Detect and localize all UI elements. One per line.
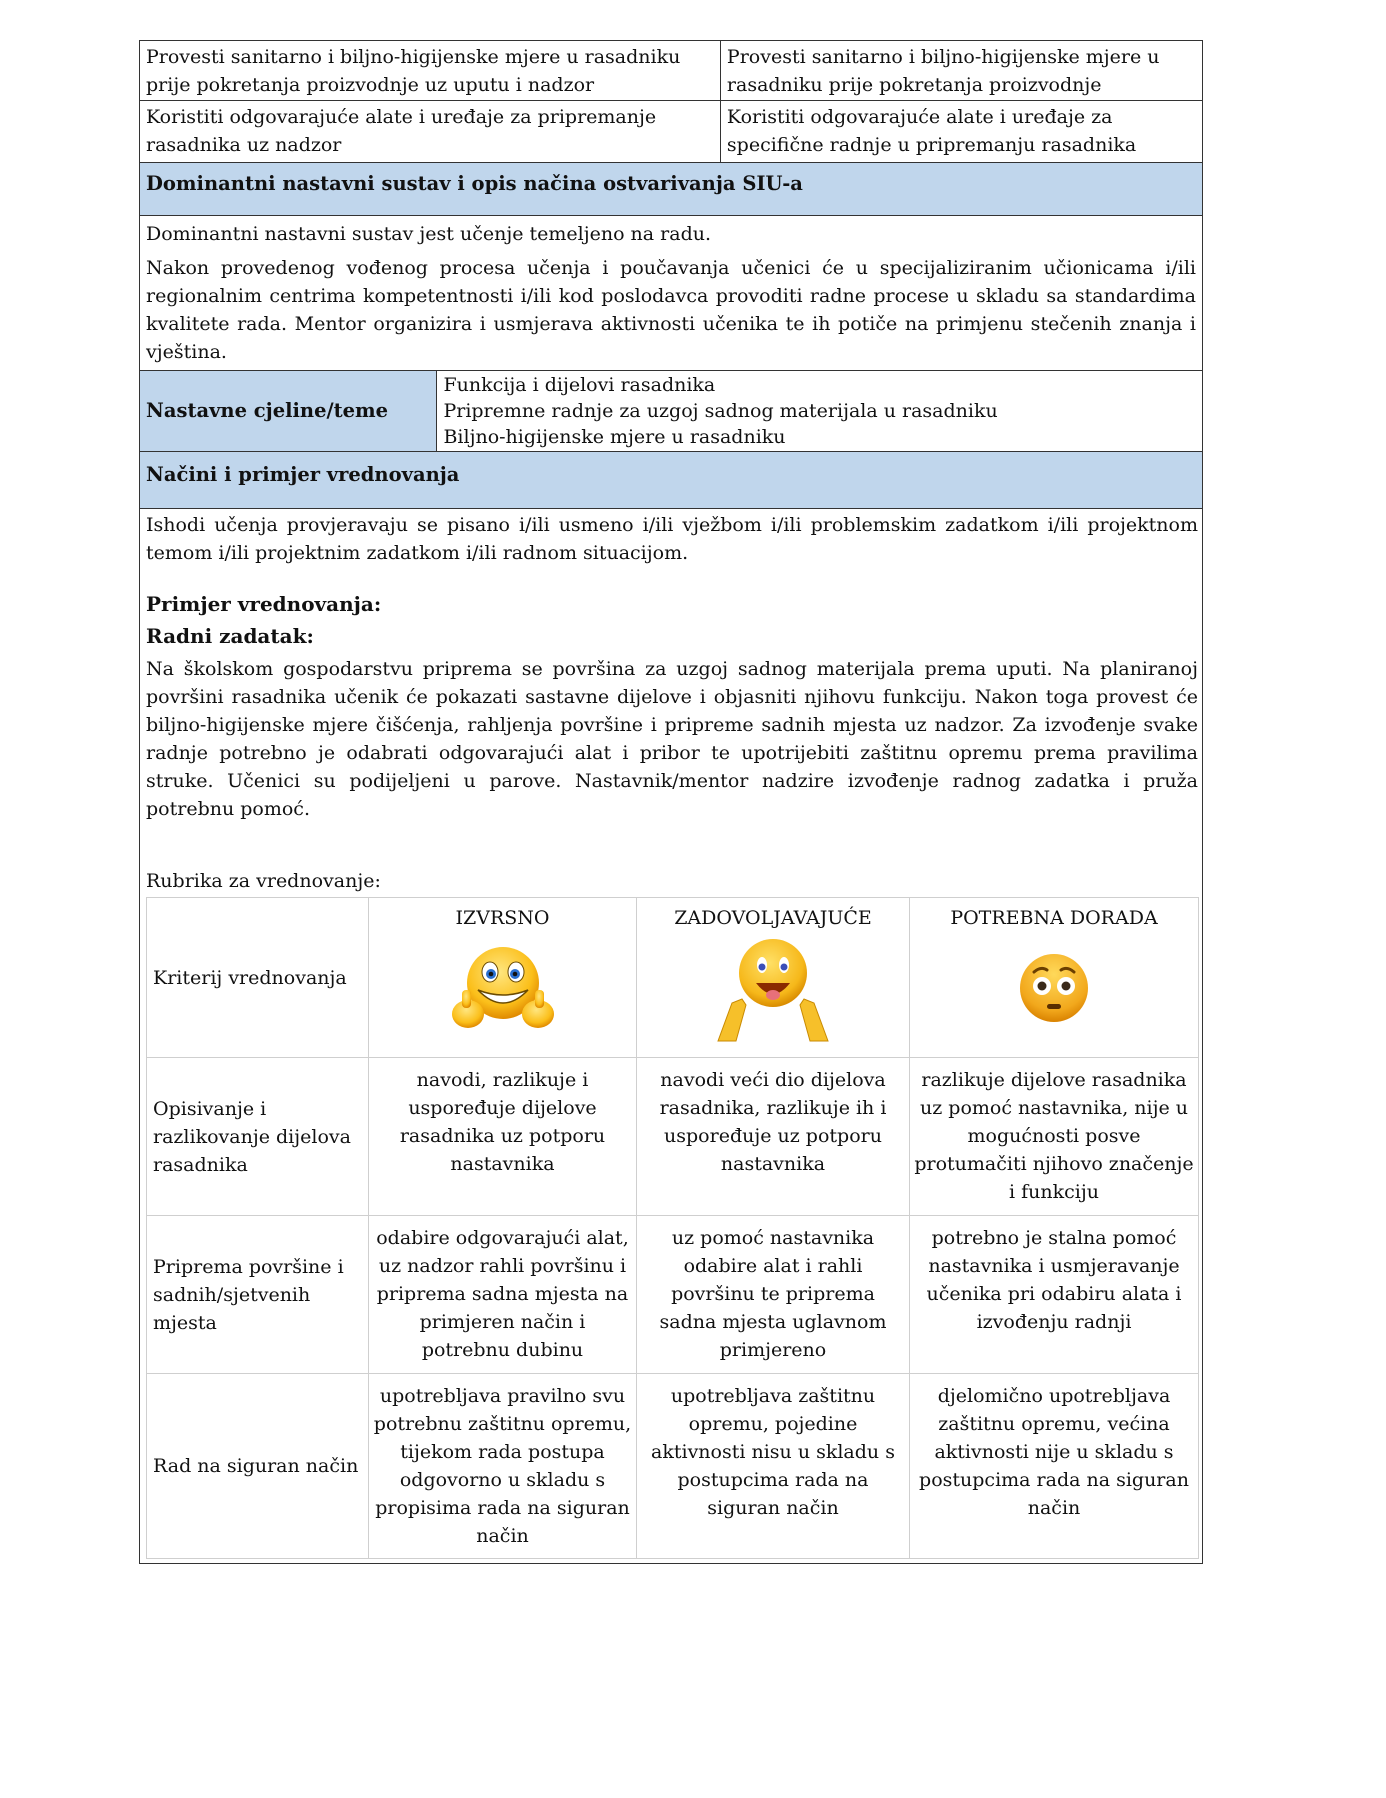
level-label: POTREBNA DORADA (950, 907, 1158, 929)
rubric-cell-satisfactory: upotrebljava zaštitnu opremu, pojedine aktivnosti nisu u skladu s postupcima rada na siguran način (637, 1374, 910, 1559)
flushed-face-emoji-icon (914, 932, 1194, 1044)
section-header-row (140, 452, 1202, 509)
outcome-right: Provesti sanitarno i biljno-higijenske mjere u rasadniku prije pokretanja proizvodnje (720, 41, 1202, 100)
rubric-cell-satisfactory: navodi veći dio dijelova rasadnika, razlikuje ih i uspoređuje uz potporu nastavnika (637, 1058, 910, 1216)
task-text: Na školskom gospodarstvu priprema se površina za uzgoj sadnog materijala prema uputi. Na planiranoj površini rasadnika učenik će pokazati sastavne dijelove i objasniti njihovu funkciju. Nakon toga provest će biljno-higijenske mjere čišćenja, rahljenja površine i pripreme sadnih mjesta uz nadzor. Za izvođenje svake radnje potrebno je odabrati odgovarajući alat i pribor te upotrijebiti zaštitnu opremu prema pravilima struke. Učenici su podijeljeni u parove. Nastavnik/mentor nadzire izvođenje radnog zadatka i pruža potrebnu pomoć. (146, 658, 1198, 820)
rubric-cell-excellent: odabire odgovarajući alat, uz nadzor rahli površinu i priprema sadna mjesta na primjeren način i potrebnu dubinu (369, 1216, 637, 1374)
outcome-row (140, 101, 1202, 163)
section-header-row (140, 163, 1202, 216)
rubric-cell-needs-work: potrebno je stalna pomoć nastavnika i usmjeravanje učenika pri odabiru alata i izvođenju radnji (910, 1216, 1199, 1374)
outcome-left: Koristiti odgovarajuće alate i uređaje za pripremanje rasadnika uz nadzor (146, 106, 657, 156)
rubric-cell-satisfactory: uz pomoć nastavnika odabire alat i rahli površinu te priprema sadna mjesta uglavnom primjereno (637, 1216, 910, 1374)
level-header-needs-work (910, 898, 1199, 1058)
evaluation-body-row (140, 509, 1202, 1563)
topics-heading: Nastavne cjeline/teme (140, 371, 436, 451)
topics-row (140, 371, 1202, 452)
topic-item: Funkcija i dijelovi rasadnika (443, 374, 716, 396)
rubric-row (147, 1216, 1199, 1374)
dominant-body (140, 216, 1202, 370)
criterion-header: Kriterij vrednovanja (147, 898, 369, 1058)
criterion-cell: Rad na siguran način (147, 1374, 369, 1559)
level-label: IZVRSNO (455, 907, 550, 929)
smiling-pointing-emoji-icon (641, 932, 905, 1044)
level-header-satisfactory (637, 898, 910, 1058)
rubric-cell-excellent: navodi, razlikuje i uspoređuje dijelove rasadnika uz potporu nastavnika (369, 1058, 637, 1216)
dominant-paragraph: Nakon provedenog vođenog procesa učenja i poučavanja učenici će u specijaliziranim učionicama i/ili regionalnim centrima kompetentnosti i/ili kod poslodavca provoditi radne procese u skladu sa standardima kvalitete rada. Mentor organizira i usmjerava aktivnosti učenika te ih potiče na primjenu stečenih znanja i vještina. (146, 257, 1196, 363)
rubric-row (147, 1058, 1199, 1216)
rubric-cell-excellent: upotrebljava pravilno svu potrebnu zaštitnu opremu, tijekom rada postupa odgovorno u skladu s propisima rada na siguran način (369, 1374, 637, 1559)
dominant-body-row (140, 216, 1202, 371)
criterion-cell: Opisivanje i razlikovanje dijelova rasadnika (147, 1058, 369, 1216)
rubric-table (146, 897, 1199, 1559)
evaluation-heading (140, 452, 1202, 508)
topic-item: Biljno-higijenske mjere u rasadniku (443, 426, 786, 448)
example-heading: Primjer vrednovanja: (146, 592, 382, 616)
level-label: ZADOVOLJAVAJUĆE (674, 907, 872, 929)
rubric-row (147, 1374, 1199, 1559)
outcome-row (140, 41, 1202, 101)
rubric-header-row (147, 898, 1199, 1058)
criterion-cell: Priprema površine i sadnih/sjetvenih mjesta (147, 1216, 369, 1374)
evaluation-heading-text: Načini i primjer vrednovanja (146, 463, 460, 486)
rubric-cell-needs-work: razlikuje dijelove rasadnika uz pomoć nastavnika, nije u mogućnosti posve protumačiti njihovo značenje i funkciju (910, 1058, 1199, 1216)
task-heading: Radni zadatak: (146, 624, 314, 648)
level-header-excellent (369, 898, 637, 1058)
rubric-label: Rubrika za vrednovanje: (146, 870, 381, 892)
rubric-cell-needs-work: djelomično upotrebljava zaštitnu opremu, većina aktivnosti nije u skladu s postupcima rada na siguran način (910, 1374, 1199, 1559)
dominant-paragraph: Dominantni nastavni sustav jest učenje temeljeno na radu. (146, 223, 712, 245)
dominant-heading (140, 163, 1202, 215)
dominant-heading-text: Dominantni nastavni sustav i opis načina ostvarivanja SIU-a (146, 172, 803, 195)
evaluation-intro: Ishodi učenja provjeravaju se pisano i/ili usmeno i/ili vježbom i/ili problemskim zadatkom i/ili projektnom temom i/ili projektnim zadatkom i/ili radnom situacijom. (146, 514, 1198, 564)
topics-list (436, 371, 1202, 451)
grinning-thumbs-up-emoji-icon (373, 932, 632, 1044)
outcome-right: Koristiti odgovarajuće alate i uređaje za specifične radnje u pripremanju rasadnika (720, 101, 1202, 162)
topic-item: Pripremne radnje za uzgoj sadnog materijala u rasadniku (443, 400, 998, 422)
evaluation-body (140, 509, 1204, 1563)
document-page (139, 40, 1203, 1564)
outcome-left: Provesti sanitarno i biljno-higijenske mjere u rasadniku prije pokretanja proizvodnje uz uputu i nadzor (146, 46, 681, 96)
curriculum-table (139, 40, 1203, 1564)
